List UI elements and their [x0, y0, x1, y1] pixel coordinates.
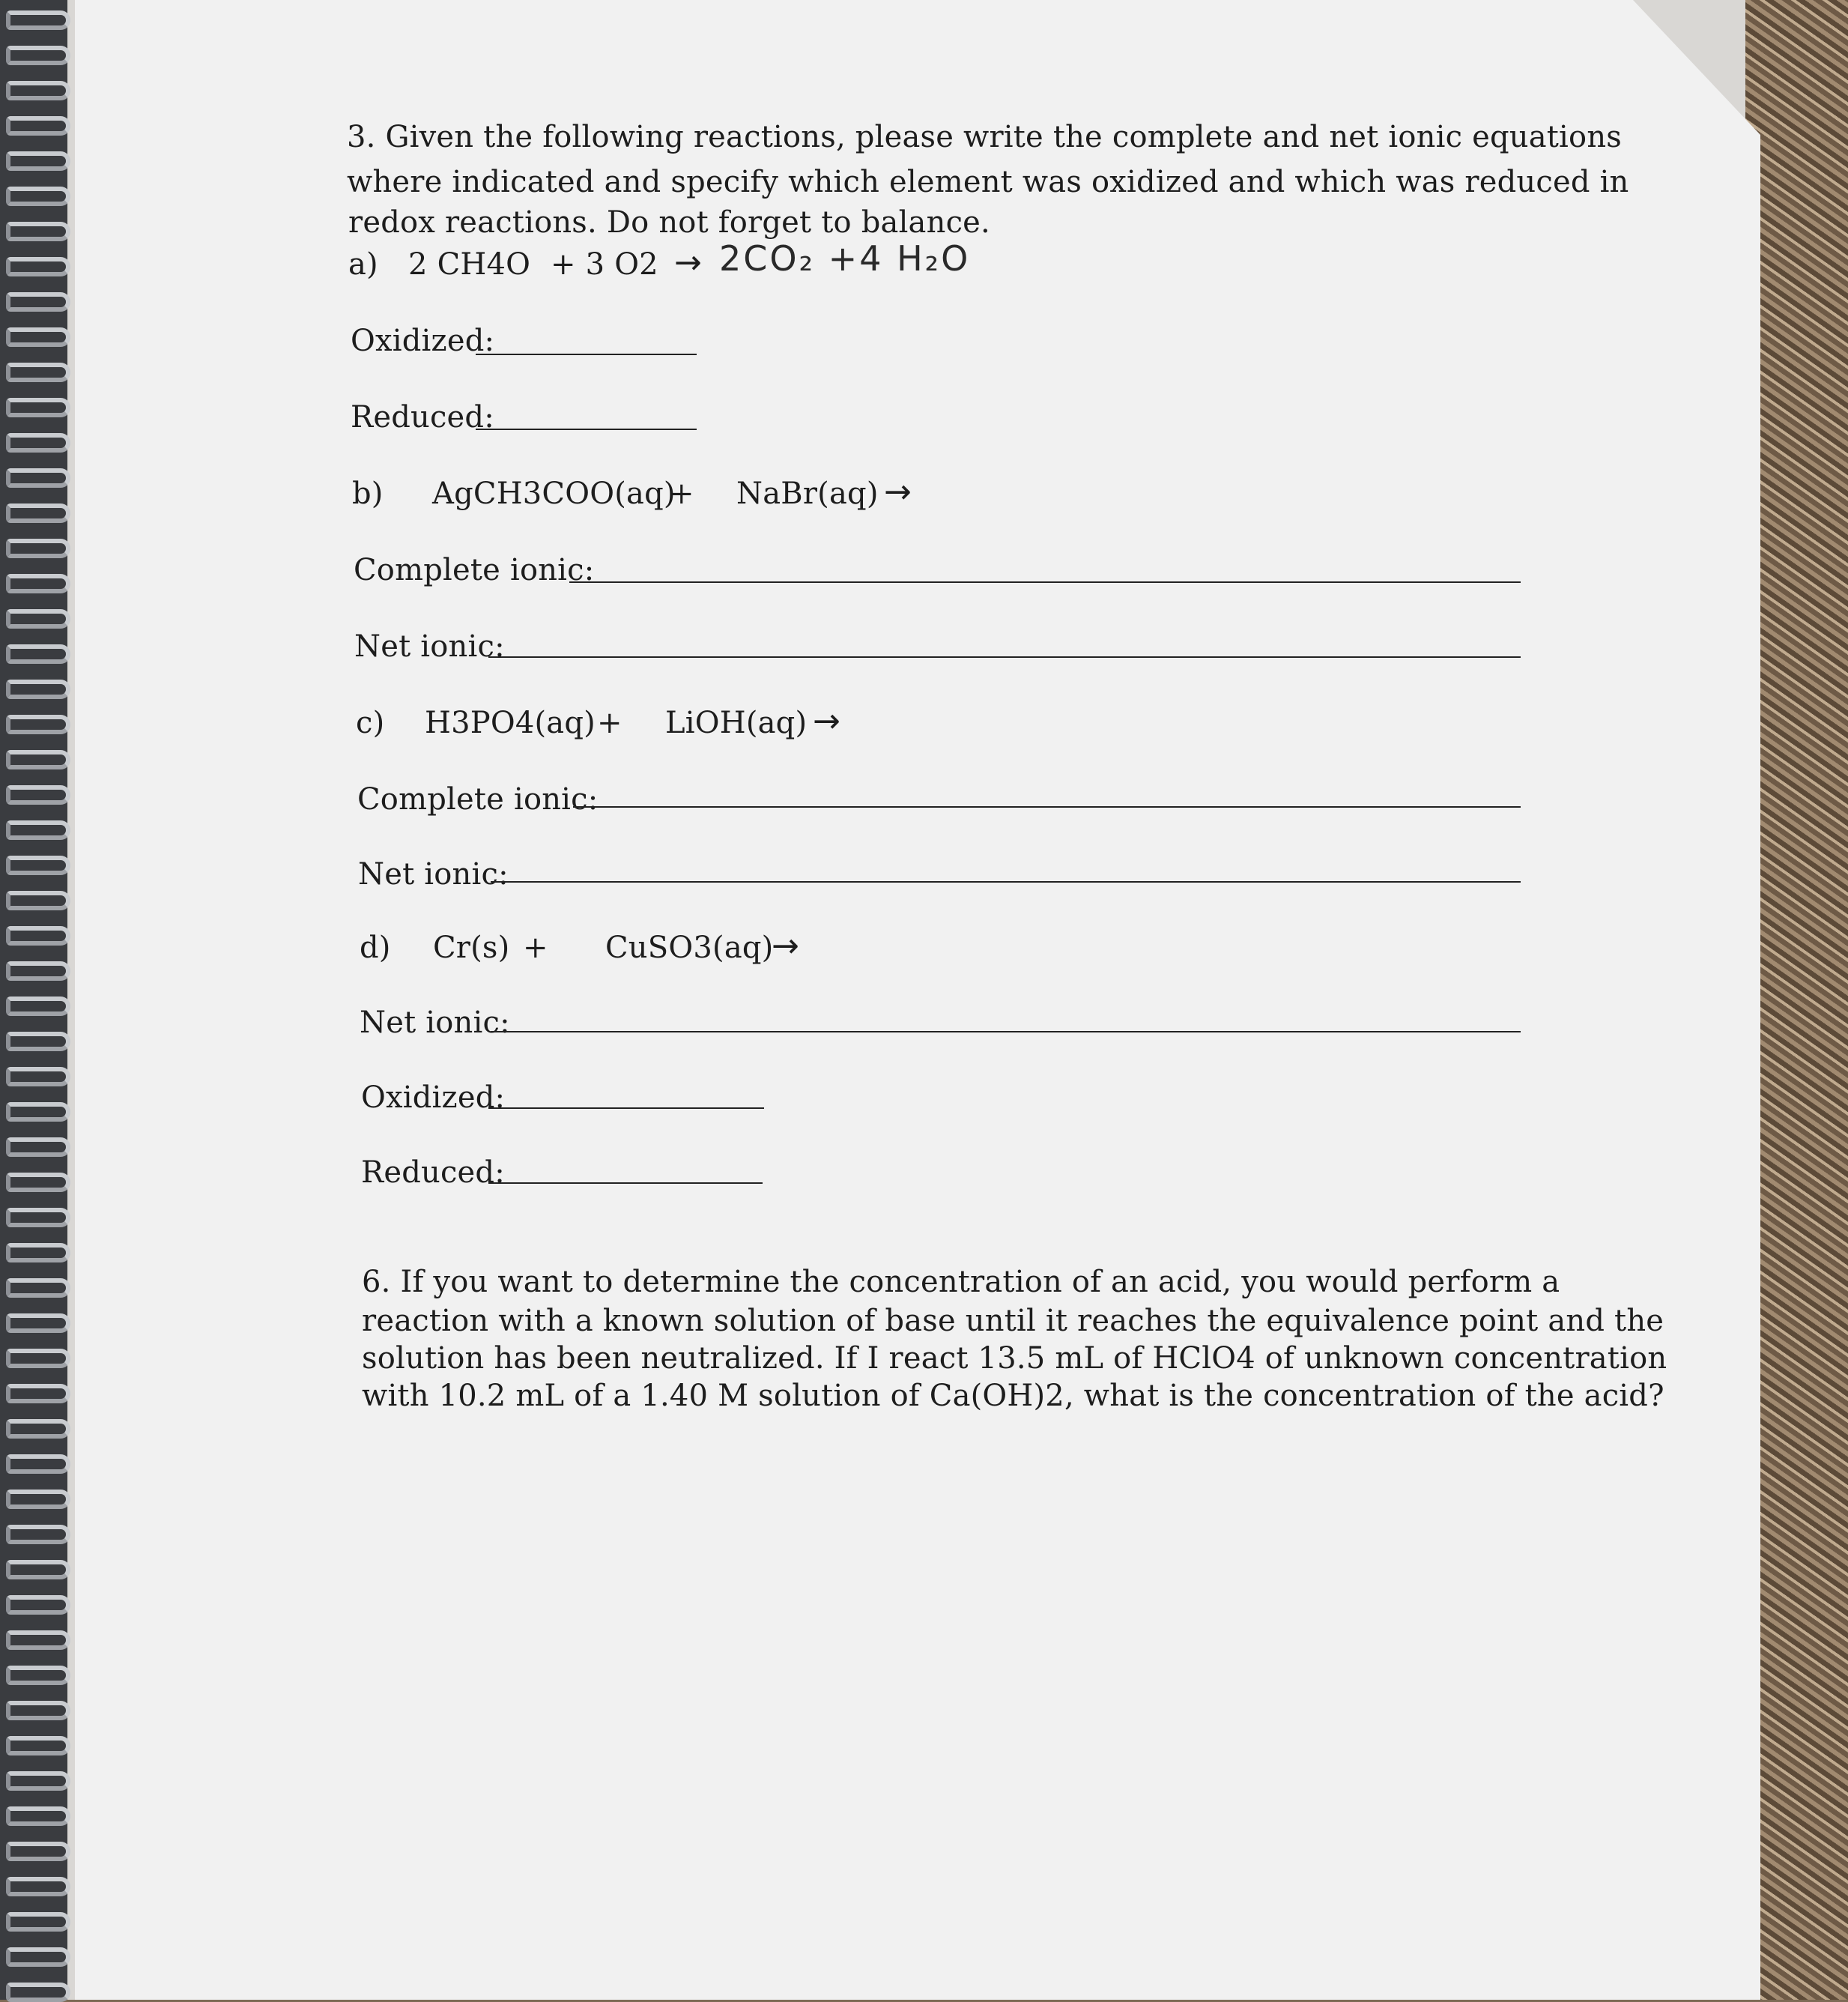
q3d-arrow: → [772, 927, 800, 965]
q3c-net-label: Net ionic: [358, 857, 509, 892]
q3d-oxidized-answer-line[interactable] [488, 1107, 764, 1109]
q3d-reduced-label: Reduced: [361, 1155, 505, 1190]
q3b-complete-answer-line[interactable] [569, 581, 1521, 583]
q3c-reactant2: LiOH(aq) [665, 706, 808, 740]
q3b-reactant1: AgCH3COO(aq) [432, 477, 676, 511]
q3d-label: d) [360, 931, 391, 965]
q3d-net-label: Net ionic: [360, 1005, 510, 1040]
q3c-net-answer-line[interactable] [491, 881, 1521, 883]
q3-prompt-line1: 3. Given the following reactions, please write the complete and net ionic equations [347, 120, 1623, 154]
q3c-plus: + [597, 706, 622, 740]
q3d-reactant2: CuSO3(aq) [605, 931, 774, 965]
q3a-reactant2: + 3 O2 [551, 247, 658, 282]
q3a-handwritten-products: 2CO₂ +4 H₂O [719, 238, 971, 279]
q3-prompt-line3: redox reactions. Do not forget to balance. [348, 205, 990, 240]
q3a-reactant1: 2 CH4O [408, 247, 531, 282]
q3d-plus: + [523, 931, 548, 965]
q3a-oxidized-answer-line[interactable] [476, 354, 697, 355]
q3b-net-label: Net ionic: [354, 629, 505, 664]
q3d-reactant1: Cr(s) [433, 931, 510, 965]
q6-line2: reaction with a known solution of base until it reaches the equivalence point and the [362, 1304, 1664, 1338]
q3c-arrow: → [813, 702, 841, 740]
q3c-reactant1: H3PO4(aq) [425, 706, 596, 740]
q3b-label: b) [352, 477, 384, 511]
q6-line3: solution has been neutralized. If I react 13.5 mL of HClO4 of unknown concentration [362, 1341, 1667, 1376]
q3c-label: c) [356, 706, 385, 740]
q3d-reduced-answer-line[interactable] [488, 1182, 763, 1184]
q3b-plus: + [669, 477, 694, 511]
q3a-label: a) [348, 247, 378, 282]
q3a-arrow: → [674, 244, 703, 282]
q3a-reduced-label: Reduced: [351, 400, 494, 435]
q3c-complete-label: Complete ionic: [357, 782, 599, 817]
q3b-reactant2: NaBr(aq) [736, 477, 879, 511]
q3b-complete-label: Complete ionic: [354, 553, 595, 587]
q6-line1: 6. If you want to determine the concentration of an acid, you would perform a [362, 1265, 1560, 1299]
q3a-reduced-answer-line[interactable] [476, 429, 697, 430]
q3a-oxidized-label: Oxidized: [351, 324, 495, 358]
q3d-oxidized-label: Oxidized: [361, 1080, 506, 1115]
q3c-complete-answer-line[interactable] [573, 806, 1521, 808]
q6-line4: with 10.2 mL of a 1.40 M solution of Ca(OH)2, what is the concentration of the acid? [362, 1379, 1664, 1413]
q3b-net-answer-line[interactable] [488, 656, 1521, 658]
q3d-net-answer-line[interactable] [491, 1031, 1521, 1032]
q3-prompt-line2: where indicated and specify which element was oxidized and which was reduced in [347, 165, 1629, 199]
q3b-arrow: → [884, 473, 912, 511]
